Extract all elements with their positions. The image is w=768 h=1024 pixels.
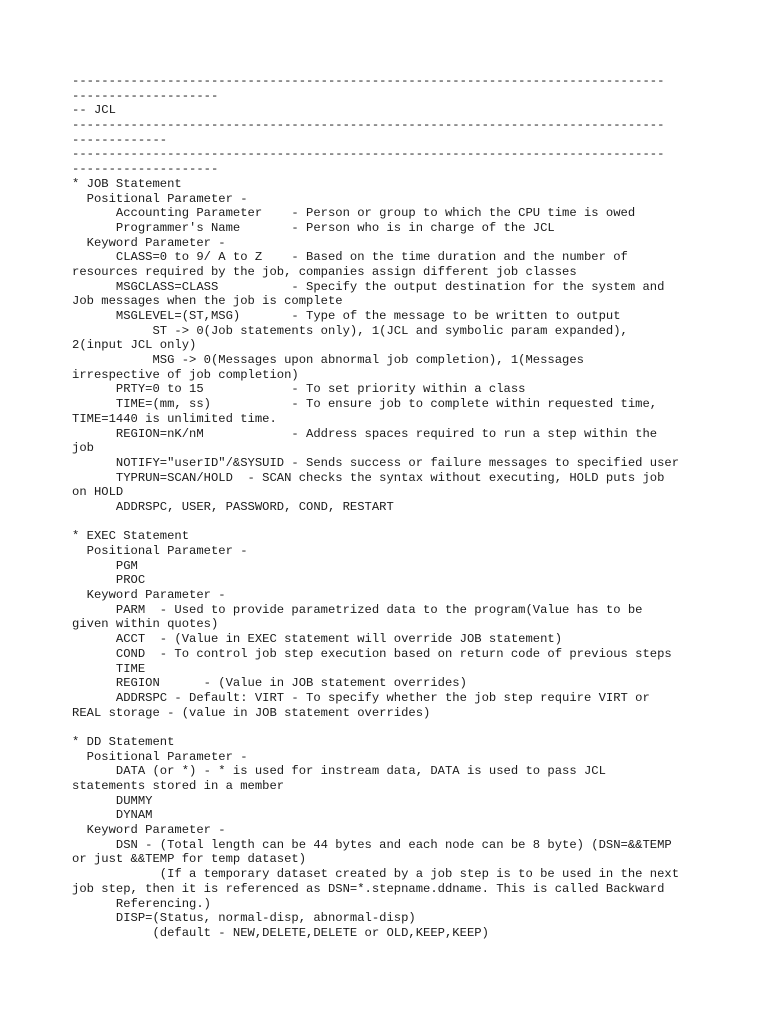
- text-line: DSN - (Total length can be 44 bytes and each node can be 8 byte) (DSN=&&TEMP: [72, 837, 672, 852]
- text-line: TIME=(mm, ss) - To ensure job to complete within requested time,: [72, 397, 658, 412]
- text-line: ST -> 0(Job statements only), 1(JCL and symbolic param expanded),: [72, 323, 628, 338]
- text-line: DATA (or *) - * is used for instream data, DATA is used to pass JCL: [72, 764, 606, 779]
- text-line: ACCT - (Value in EXEC statement will override JOB statement): [72, 632, 563, 647]
- text-line: job step, then it is referenced as DSN=*.stepname.ddname. This is called Backward: [72, 881, 665, 896]
- text-line: (default - NEW,DELETE,DELETE or OLD,KEEP,KEEP): [72, 925, 489, 940]
- text-line: DUMMY: [72, 793, 153, 808]
- text-line: job: [72, 441, 94, 456]
- text-line: COND - To control job step execution based on return code of previous steps: [72, 646, 672, 661]
- text-line: PROC: [72, 573, 146, 588]
- heading-dd-statement: * DD Statement: [72, 734, 175, 749]
- heading-job-statement: * JOB Statement: [72, 176, 182, 191]
- text-line: Positional Parameter -: [72, 544, 248, 558]
- text-line: Referencing.): [72, 896, 211, 911]
- separator-line: ---------------------------------------------------------------------------------: [72, 147, 665, 162]
- text-line: irrespective of job completion): [72, 367, 299, 382]
- blank-line: [72, 515, 712, 530]
- separator-line: --------------------: [72, 88, 219, 103]
- text-line: Accounting Parameter - Person or group to which the CPU time is owed: [72, 206, 636, 221]
- text-line: REGION=nK/nM - Address spaces required to run a step within the: [72, 426, 658, 441]
- text-line: MSG -> 0(Messages upon abnormal job completion), 1(Messages: [72, 353, 584, 368]
- text-line: NOTIFY="userID"/&SYSUID - Sends success or failure messages to specified user: [72, 455, 680, 470]
- text-line: 2(input JCL only): [72, 338, 197, 353]
- text-line: TIME: [72, 661, 146, 676]
- text-line: DYNAM: [72, 808, 153, 823]
- text-line: on HOLD: [72, 485, 124, 500]
- text-line: TYPRUN=SCAN/HOLD - SCAN checks the syntax without executing, HOLD puts job: [72, 470, 665, 485]
- text-line: or just &&TEMP for temp dataset): [72, 852, 307, 867]
- text-line: (If a temporary dataset created by a job step is to be used in the next: [72, 867, 680, 882]
- separator-line: -------------: [72, 132, 168, 147]
- text-line: given within quotes): [72, 617, 219, 632]
- text-line: Positional Parameter -: [72, 749, 248, 764]
- text-line: Job messages when the job is complete: [72, 294, 343, 309]
- section-title: -- JCL: [72, 103, 116, 118]
- text-line: MSGLEVEL=(ST,MSG) - Type of the message to be written to output: [72, 309, 621, 323]
- text-line: PGM: [72, 558, 138, 573]
- blank-line: [72, 720, 712, 735]
- text-line: Positional Parameter -: [72, 191, 248, 206]
- separator-line: --------------------: [72, 162, 219, 177]
- text-line: PRTY=0 to 15 - To set priority within a class: [72, 382, 526, 397]
- text-line: ADDRSPC - Default: VIRT - To specify whether the job step require VIRT or: [72, 690, 650, 705]
- text-line: Keyword Parameter -: [72, 588, 226, 603]
- text-line: Keyword Parameter -: [72, 235, 226, 250]
- text-line: resources required by the job, companies assign different job classes: [72, 264, 577, 279]
- text-line: DISP=(Status, normal-disp, abnormal-disp): [72, 911, 416, 926]
- text-line: ADDRSPC, USER, PASSWORD, COND, RESTART: [72, 499, 394, 514]
- text-line: Programmer's Name - Person who is in charge of the JCL: [72, 220, 555, 235]
- text-line: REGION - (Value in JOB statement overrides): [72, 676, 467, 691]
- text-line: MSGCLASS=CLASS - Specify the output destination for the system and: [72, 279, 665, 294]
- heading-exec-statement: * EXEC Statement: [72, 529, 190, 544]
- text-line: PARM - Used to provide parametrized data to the program(Value has to be: [72, 602, 643, 617]
- text-line: Keyword Parameter -: [72, 823, 226, 838]
- text-line: REAL storage - (value in JOB statement overrides): [72, 705, 431, 720]
- document-body: [72, 74, 712, 941]
- separator-line: ---------------------------------------------------------------------------------: [72, 118, 665, 133]
- text-line: CLASS=0 to 9/ A to Z - Based on the time duration and the number of: [72, 250, 628, 265]
- separator-line: ---------------------------------------------------------------------------------: [72, 74, 665, 88]
- text-line: TIME=1440 is unlimited time.: [72, 411, 277, 426]
- text-line: statements stored in a member: [72, 779, 285, 793]
